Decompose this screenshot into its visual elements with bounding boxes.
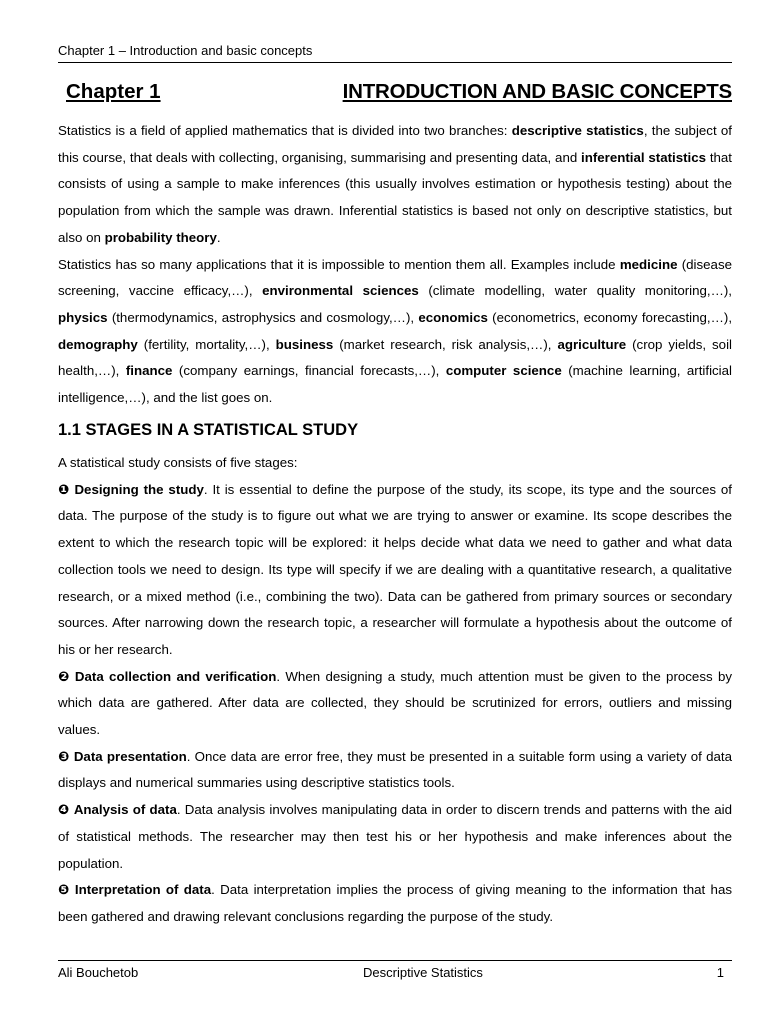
text-run: Statistics is a field of applied mathematics that is divided into two branches: <box>58 123 512 138</box>
stage-item <box>58 744 732 797</box>
stage-text: . Once data are error free, they must be presented in a suitable form using a variety of data displays and numerical summaries using descriptive statistics tools. <box>58 748 732 791</box>
text-run: (fertility, mortality,…), <box>137 336 276 352</box>
term-physics: physics <box>58 309 108 325</box>
text-run: Statistics has so many applications that it is impossible to mention them all. Examples include <box>58 256 620 272</box>
running-header: Chapter 1 – Introduction and basic concepts <box>58 43 732 63</box>
footer-author: Ali Bouchetob <box>58 965 139 980</box>
stage-title: Designing the study <box>74 481 204 497</box>
stage-item <box>58 797 732 877</box>
chapter-title-row <box>66 80 732 108</box>
number-4-icon: ❹ <box>58 802 70 818</box>
stage-text: . Data interpretation implies the process of giving meaning to the information that has been gathered and drawing relevant conclusions regarding the purpose of the study. <box>58 882 732 924</box>
number-2-icon: ❷ <box>58 668 71 684</box>
stage-text: . Data analysis involves manipulating data in order to discern trends and patterns with the aid of statistical methods. The researcher may then test his or her hypothesis and make inferences about the population. <box>58 802 732 871</box>
number-3-icon: ❸ <box>58 748 70 764</box>
text-run: (market research, risk analysis,…), <box>333 336 558 352</box>
intro-paragraph-2 <box>58 252 732 412</box>
running-footer <box>58 960 732 989</box>
number-5-icon: ❺ <box>58 882 71 898</box>
stage-title: Data collection and verification <box>74 668 277 684</box>
page-number: 1 <box>716 965 724 980</box>
stages-lead: A statistical study consists of five stages: <box>58 455 298 470</box>
term-environmental-sciences: environmental sciences <box>262 283 419 299</box>
chapter-title: INTRODUCTION AND BASIC CONCEPTS <box>342 80 732 103</box>
stages-list <box>58 450 732 931</box>
term-finance: finance <box>125 363 173 379</box>
stage-text: . When designing a study, much attention must be given to the process by which data are gathered. After data are collected, they should be scrutinized for errors, outliers and missing values. <box>58 668 732 738</box>
term-medicine: medicine <box>619 256 678 272</box>
term-inferential-statistics: inferential statistics <box>581 149 707 165</box>
term-business: business <box>275 336 334 352</box>
intro-paragraph-1 <box>58 118 732 252</box>
stage-title: Data presentation <box>73 748 187 764</box>
term-computer-science: computer science <box>445 363 562 379</box>
text-run: (machine learning, artificial intelligence,…), and the list goes on. <box>58 363 732 406</box>
text-run: (thermodynamics, astrophysics and cosmology,…), <box>107 309 419 325</box>
section-heading: 1.1 STAGES IN A STATISTICAL STUDY <box>58 421 359 439</box>
footer-course: Descriptive Statistics <box>363 965 483 980</box>
number-1-icon: ❶ <box>58 481 71 497</box>
stage-item <box>58 664 732 744</box>
text-run: (econometrics, economy forecasting,…), <box>487 309 733 325</box>
text-run: (climate modelling, water quality monitoring,…), <box>418 283 732 299</box>
stage-title: Interpretation of data <box>74 882 212 898</box>
stage-title: Analysis of data <box>73 802 177 818</box>
term-probability-theory: probability theory <box>104 229 217 245</box>
term-demography: demography <box>58 336 138 352</box>
term-economics: economics <box>418 309 488 325</box>
stage-item <box>58 477 732 664</box>
text-run: (crop yields, soil health,…), <box>58 336 732 379</box>
stage-item <box>58 877 732 930</box>
term-agriculture: agriculture <box>557 336 627 352</box>
stage-text: . It is essential to define the purpose of the study, its scope, its type and the sources of data. The purpose of the study is to figure out what we are trying to answer or examine. Its scope describes the extent to which the research topic will be explored: it helps decide what data we need to gather and what data collection tools we need to design. Its type will specify if we are dealing with a quantitative research, a qualitative research, or a mixed method (i.e., combining the two). Data can be gathered from primary sources or secondary sources. After narrowing down the research topic, a researcher will formulate a hypothesis about the outcome of his or her research. <box>58 481 732 657</box>
intro-text <box>58 118 732 412</box>
text-run: (company earnings, financial forecasts,…), <box>172 363 446 379</box>
text-run: (disease screening, vaccine efficacy,…), <box>58 256 732 299</box>
term-descriptive-statistics: descriptive statistics <box>511 123 644 138</box>
text-run: . <box>216 229 221 245</box>
text-run: that consists of using a sample to make inferences (this usually involves estimation or hypothesis testing) about the population from which the sample was drawn. Inferential statistics is based not only on descriptive statistics, but also on <box>58 149 733 245</box>
chapter-label: Chapter 1 <box>66 80 161 103</box>
text-run: , the subject of this course, that deals with collecting, organising, summarising and presenting data, and <box>58 123 732 165</box>
